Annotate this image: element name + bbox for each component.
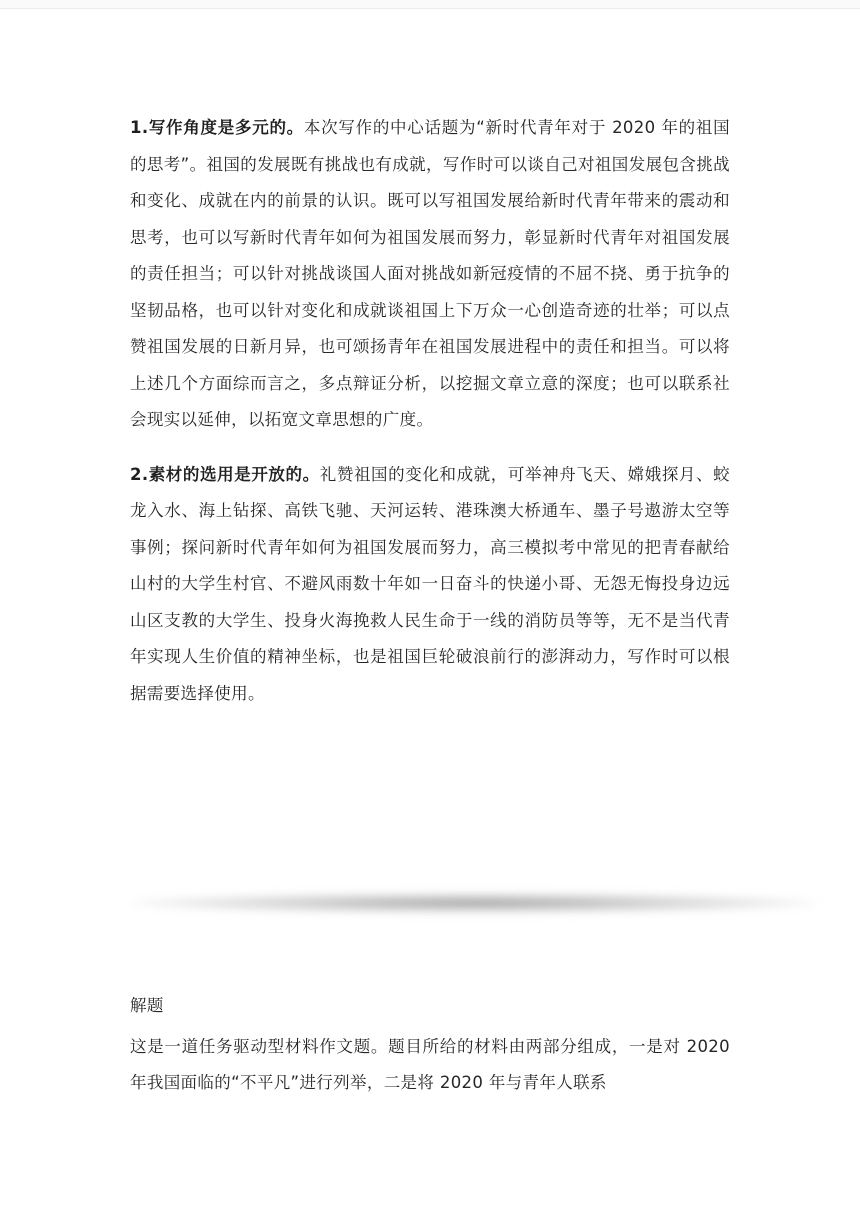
solution-title: 解题 <box>130 996 164 1015</box>
shadow-divider <box>130 878 820 928</box>
text-writing-angle: 本次写作的中心话题为“新时代青年对于 2020 年的祖国的思考”。祖国的发展既有挑战也有成就，写作时可以谈自己对祖国发展包含挑战和变化、成就在内的前景的认识。既可以写祖国发展给新时代青年带来的震动和思考，也可以写新时代青年如何为祖国发展而努力，彰显新时代青年对祖国发展的责任担当；可以针对挑战谈国人面对挑战如新冠疫情的不屈不挠、勇于抗争的坚韧品格，也可以针对变化和成就谈祖国上下万众一心创造奇迹的壮举；可以点赞祖国发展的日新月异，也可颂扬青年在祖国发展进程中的责任和担当。可以将上述几个方面综而言之，多点辩证分析，以挖掘文章立意的深度；也可以联系社会现实以延伸，以拓宽文章思想的广度。 <box>130 118 730 429</box>
solution-section <box>130 988 730 1102</box>
heading-material-selection: 2.素材的选用是开放的。 <box>130 464 320 484</box>
heading-writing-angle: 1.写作角度是多元的。 <box>130 118 304 137</box>
paragraph-material-selection <box>130 457 730 713</box>
paragraph-writing-angle <box>130 110 730 439</box>
page-top-border <box>0 0 860 9</box>
text-material-selection: 礼赞祖国的变化和成就，可举神舟飞天、嫦娥探月、蛟龙入水、海上钻探、高铁飞驰、天河运转、港珠澳大桥通车、墨子号遨游太空等事例；探问新时代青年如何为祖国发展而努力，高三模拟考中常见的把青春献给山村的大学生村官、不避风雨数十年如一日奋斗的快递小哥、无怨无悔投身边远山区支教的大学生、投身火海挽救人民生命于一线的消防员等等，无不是当代青年实现人生价值的精神坐标，也是祖国巨轮破浪前行的澎湃动力，写作时可以根据需要选择使用。 <box>130 464 730 703</box>
document-body <box>130 110 730 712</box>
solution-text: 这是一道任务驱动型材料作文题。题目所给的材料由两部分组成，一是对 2020 年我国面临的“不平凡”进行列举，二是将 2020 年与青年人联系 <box>130 1036 730 1092</box>
